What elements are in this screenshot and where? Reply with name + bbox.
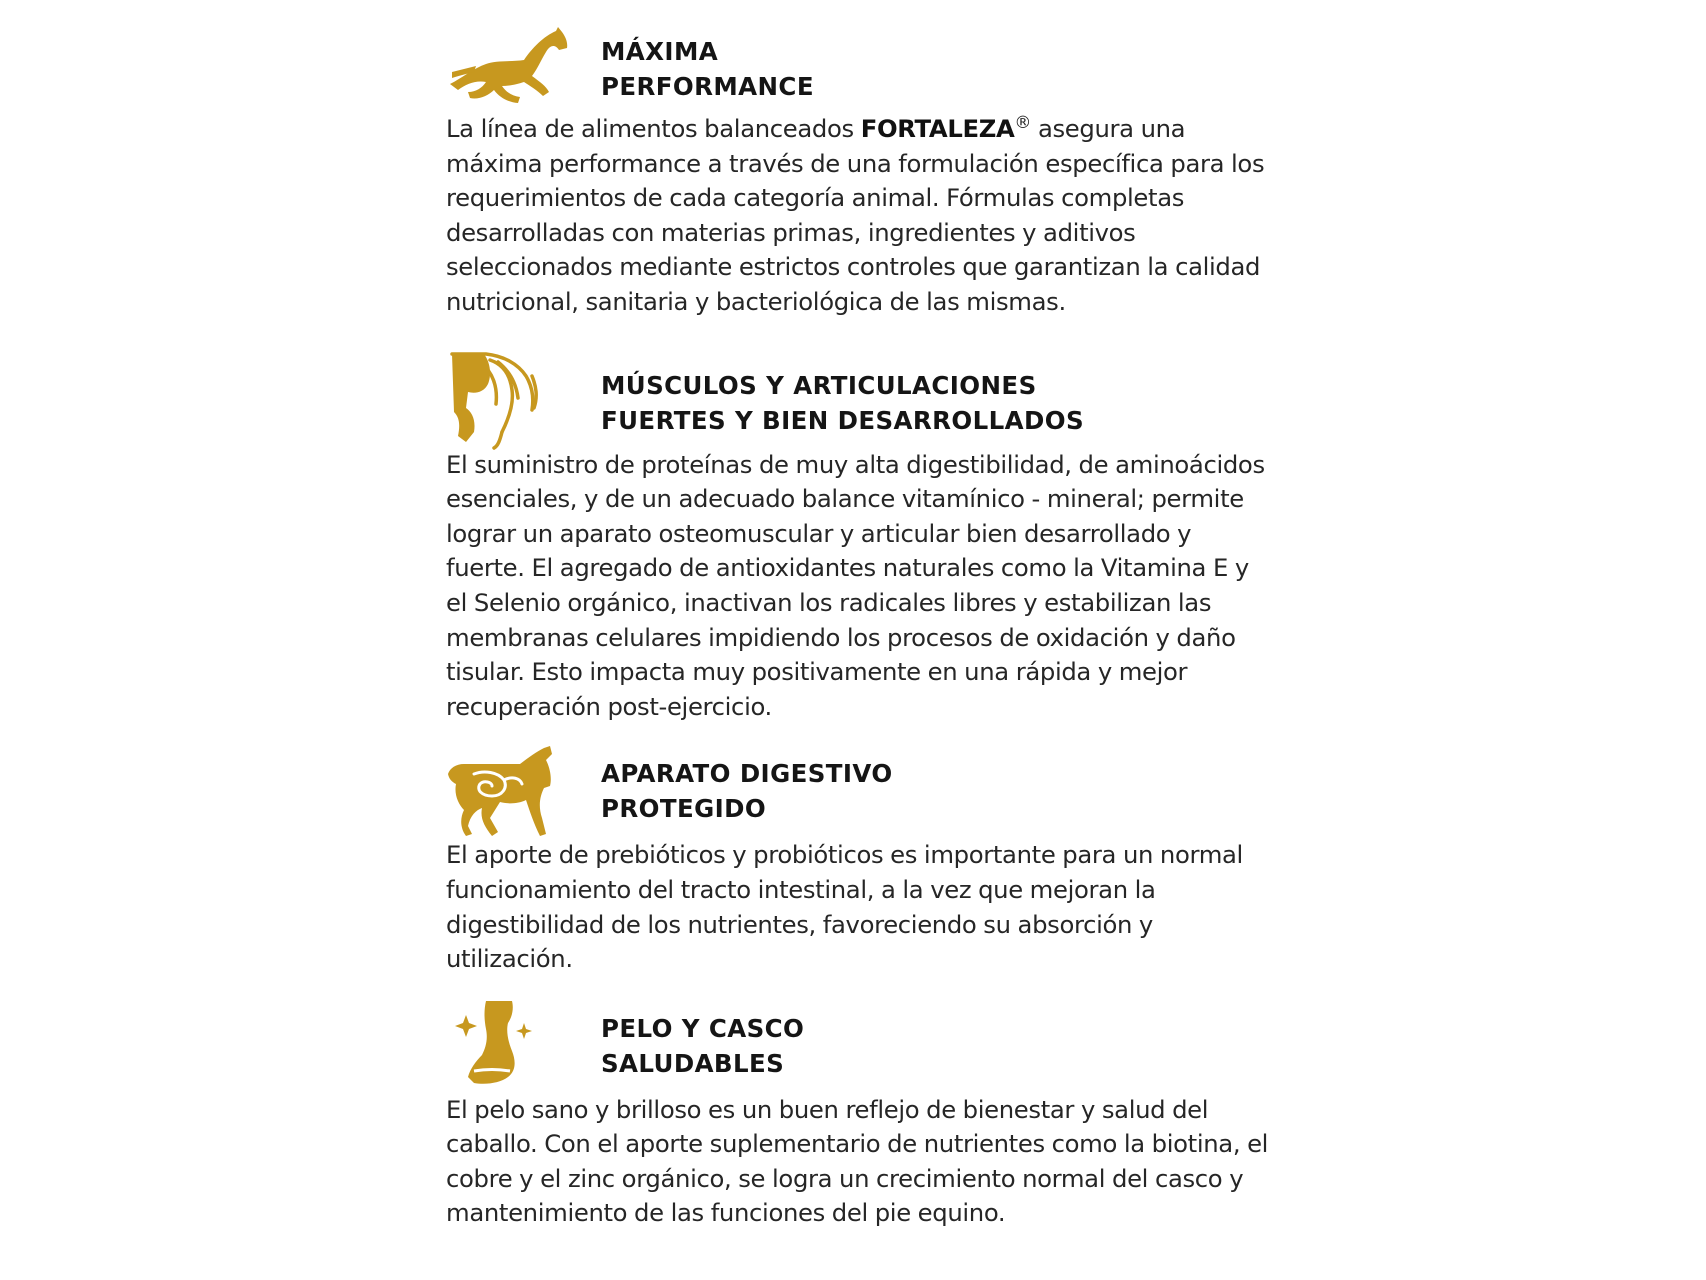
section-pelo-casco (446, 999, 1276, 1231)
section-musculos-articulaciones (446, 350, 1276, 725)
section-header (446, 350, 1276, 448)
section-body: El pelo sano y brilloso es un buen reflejo de bienestar y salud del caballo. Con el aporte suplementario de nutrientes como la biotina, el cobre y el zinc orgánico, se logra un crecimiento normal del casco y mantenimiento de las funciones del pie equino. (446, 1094, 1269, 1228)
section-header (446, 26, 1276, 112)
section-body: La línea de alimentos balanceados FORTALEZA® asegura una máxima performance a través de una formulación específica para los requerimientos de cada categoría animal. Fórmulas completas desarrolladas con materias primas, ingredientes y aditivos seleccionados mediante estrictos controles que garantizan la calidad nutricional, sanitaria y bacteriológica de las mismas. (446, 113, 1265, 316)
section-title: MÚSCULOS Y ARTICULACIONES FUERTES Y BIEN DESARROLLADOS (601, 370, 1085, 435)
section-header (446, 999, 1276, 1093)
benefits-list (446, 26, 1276, 1231)
galloping-horse-icon (446, 26, 571, 106)
section-body: El aporte de prebióticos y probióticos es importante para un normal funcionamiento del tracto intestinal, a la vez que mejoran la digestibilidad de los nutrientes, favoreciendo su absorción y utilización. (446, 840, 1243, 974)
brand-name: FORTALEZA (860, 114, 1015, 143)
section-body: El suministro de proteínas de muy alta digestibilidad, de aminoácidos esenciales, y de un adecuado balance vitamínico - mineral; permite lograr un aparato osteomuscular y articular bien desarrollado y fuerte. El agregado de antioxidantes naturales como la Vitamina E y el Selenio orgánico, inactivan los radicales libres y estabilizan las membranas celulares impidiendo los procesos de oxidación y daño tisular. Esto impacta muy positivamente en una rápida y mejor recuperación post-ejercicio. (446, 449, 1265, 721)
registered-mark: ® (1014, 113, 1032, 133)
horse-muscles-icon (446, 350, 541, 450)
section-aparato-digestivo (446, 746, 1276, 976)
section-title: MÁXIMA PERFORMANCE (601, 37, 814, 101)
shiny-hoof-icon (446, 999, 546, 1089)
horse-digestive-icon (446, 746, 556, 838)
section-maxima-performance (446, 26, 1276, 320)
section-header (446, 746, 1276, 838)
section-title: PELO Y CASCO SALUDABLES (601, 1013, 805, 1078)
section-title: APARATO DIGESTIVO PROTEGIDO (601, 759, 893, 824)
